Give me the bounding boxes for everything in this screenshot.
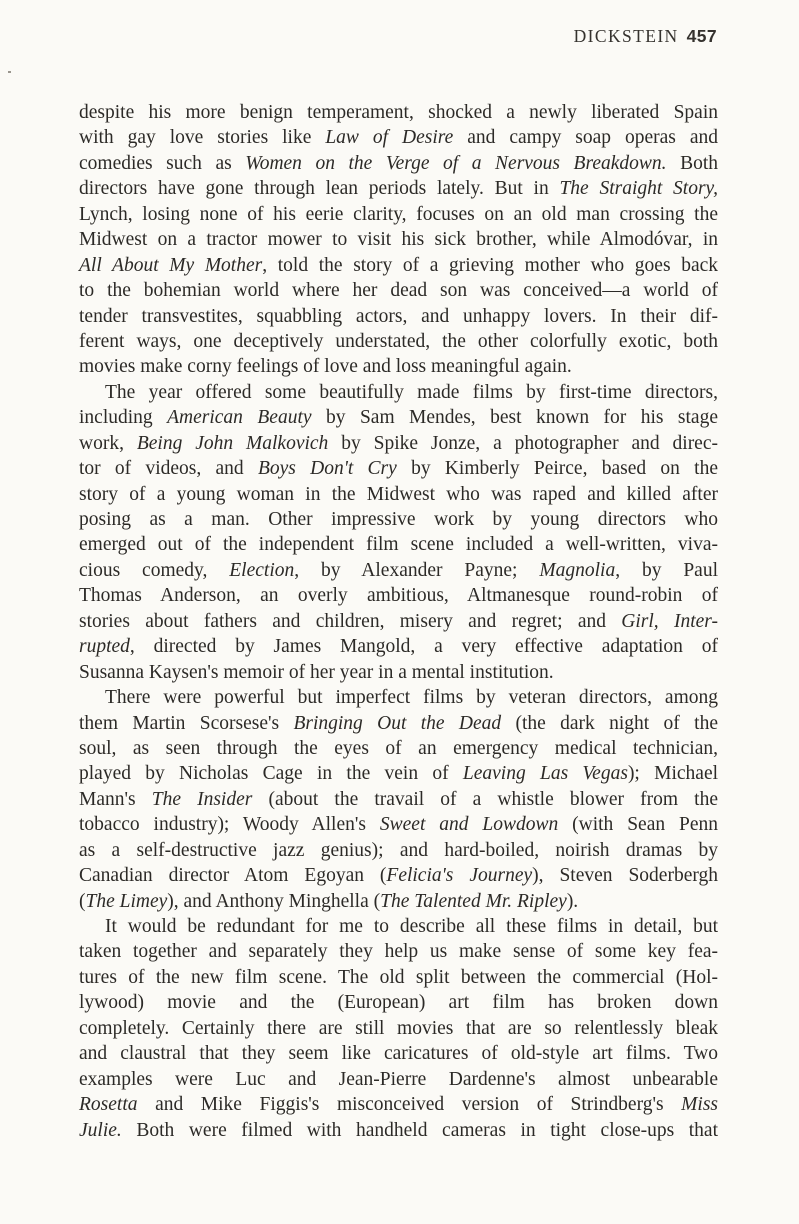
text-run: It would be redundant for me to describe all these films in detail, but — [105, 916, 718, 937]
margin-mark — [8, 71, 11, 73]
text-line — [79, 405, 718, 430]
text-run: by Spike Jonze, a photographer and direc- — [328, 432, 718, 454]
text-run: Mann's — [79, 788, 152, 810]
italic-title: Felicia's Journey — [386, 865, 533, 887]
text-run: tures of the new film scene. The old split between the commercial (Hol- — [79, 966, 718, 988]
text-line — [79, 761, 718, 786]
italic-title: rupted — [79, 636, 130, 658]
text-run: tender transvestites, squabbling actors, and unhappy lovers. In their dif- — [79, 305, 718, 327]
text-run: There were powerful but imperfect films by veteran directors, among — [105, 687, 718, 709]
text-run: and claustral that they seem like caricatures of old-style art films. Two — [79, 1043, 718, 1065]
italic-title: Miss — [681, 1094, 718, 1116]
text-line — [79, 431, 718, 456]
text-run: , directed by James Mangold, a very effective adaptation of — [129, 636, 718, 658]
text-run: by Sam Mendes, best known for his stage — [311, 407, 718, 429]
page-number: 457 — [686, 26, 717, 46]
text-run: The year offered some beautifully made films by first-time directors, — [105, 381, 718, 403]
text-line — [79, 100, 718, 125]
text-line — [79, 583, 718, 608]
text-run: cious comedy, — [79, 559, 230, 581]
body-text — [79, 100, 718, 1143]
text-line — [79, 278, 718, 303]
text-run: work, — [79, 432, 137, 454]
italic-title: All About My Mother — [79, 254, 263, 276]
text-line — [79, 125, 718, 150]
italic-title: Magnolia — [539, 559, 616, 581]
text-run: with gay love stories like — [79, 127, 326, 149]
italic-title: Boys Don't Cry — [257, 458, 397, 480]
text-run: tor of videos, and — [79, 458, 258, 480]
text-run: soul, as seen through the eyes of an emergency medical technician, — [79, 737, 718, 759]
text-line — [79, 990, 718, 1015]
italic-title: Being John Malkovich — [136, 432, 329, 454]
text-line — [79, 685, 718, 710]
text-line — [79, 304, 718, 329]
text-run: comedies such as — [79, 152, 246, 174]
italic-title: The Straight Story, — [559, 178, 718, 200]
text-run: Susanna Kaysen's memoir of her year in a mental institution. — [79, 661, 554, 683]
running-head-author: DICKSTEIN — [573, 26, 679, 46]
text-run: examples were Luc and Jean-Pierre Dardenne's almost unbearable — [79, 1068, 718, 1090]
italic-title: The Limey — [85, 890, 168, 912]
text-line — [79, 176, 718, 201]
italic-title: The Talented Mr. Ripley — [380, 890, 567, 912]
italic-title: The Insider — [151, 788, 253, 810]
text-run: played by Nicholas Cage in the vein of — [79, 763, 463, 785]
italic-title: Leaving Las Vegas — [462, 763, 628, 785]
text-run: including — [79, 407, 168, 429]
text-run: posing as a man. Other impressive work by young directors who — [79, 509, 718, 530]
text-line — [79, 227, 718, 252]
italic-title: Sweet and Lowdown — [379, 814, 559, 836]
text-line — [79, 1118, 718, 1143]
text-line — [79, 838, 718, 863]
running-head — [574, 26, 717, 47]
text-run: and campy soap operas and — [453, 127, 718, 149]
text-run: ), and Anthony Minghella ( — [167, 890, 381, 912]
text-run: ferent ways, one deceptively understated, the other colorfully exotic, both — [79, 330, 718, 352]
text-run: (the dark night of the — [501, 712, 718, 734]
text-run: ), Steven Soderbergh — [532, 865, 718, 887]
text-line — [79, 863, 718, 888]
text-run: ). — [566, 890, 579, 912]
text-line — [79, 889, 718, 914]
text-line — [79, 711, 718, 736]
text-run: completely. Certainly there are still movies that are so relentlessly bleak — [79, 1017, 718, 1039]
italic-title: Women on the Verge of a Nervous Breakdown. — [245, 152, 667, 174]
text-line — [79, 532, 718, 557]
text-run: them Martin Scorsese's — [79, 712, 294, 734]
text-run: Thomas Anderson, an overly ambitious, Altmanesque round-robin of — [79, 585, 718, 607]
text-line — [79, 456, 718, 481]
text-run: by Kimberly Peirce, based on the — [396, 458, 718, 480]
text-line — [79, 329, 718, 354]
italic-title: American Beauty — [167, 407, 312, 429]
text-run: lywood) movie and the (European) art film has broken down — [79, 992, 718, 1014]
text-run: as a self-destructive jazz genius); and hard-boiled, noirish dramas by — [79, 839, 718, 861]
text-line — [79, 914, 718, 939]
text-run: directors have gone through lean periods lately. But in — [79, 178, 560, 200]
italic-title: Julie. — [79, 1119, 122, 1141]
text-run: stories about fathers and children, misery and regret; and — [79, 610, 622, 632]
text-line — [79, 1067, 718, 1092]
text-line — [79, 354, 718, 379]
italic-title: Election — [229, 559, 295, 581]
text-line — [79, 507, 718, 532]
text-run: emerged out of the independent film scene included a well-written, viva- — [79, 534, 718, 556]
text-line — [79, 1016, 718, 1041]
text-run: , by Paul — [615, 559, 719, 581]
text-run: Both were filmed with handheld cameras in tight close-ups that — [121, 1119, 718, 1141]
text-run: Canadian director Atom Egoyan ( — [79, 865, 387, 887]
text-run: tobacco industry); Woody Allen's — [79, 814, 380, 836]
text-run: (about the travail of a whistle blower from the — [252, 788, 718, 810]
text-line — [79, 482, 718, 507]
text-line — [79, 660, 718, 685]
italic-title: Law of Desire — [325, 127, 454, 149]
text-line — [79, 1041, 718, 1066]
text-run: ( — [79, 890, 86, 912]
text-line — [79, 558, 718, 583]
text-run: , told the story of a grieving mother who goes back — [262, 254, 718, 276]
text-run: Midwest on a tractor mower to visit his sick brother, while Almodóvar, in — [79, 229, 718, 251]
text-line — [79, 202, 718, 227]
italic-title: Rosetta — [79, 1094, 138, 1116]
text-line — [79, 736, 718, 761]
text-run: (with Sean Penn — [558, 814, 718, 836]
text-run: to the bohemian world where her dead son was conceived—a world of — [79, 280, 718, 302]
text-line — [79, 151, 718, 176]
italic-title: Bringing Out the Dead — [293, 712, 502, 734]
text-run: story of a young woman in the Midwest who was raped and killed after — [79, 483, 718, 505]
text-line — [79, 939, 718, 964]
text-run: Both — [666, 152, 718, 174]
text-line — [79, 1092, 718, 1117]
text-run: despite his more benign temperament, shocked a newly liberated Spain — [79, 102, 718, 123]
text-run: Lynch, losing none of his eerie clarity, focuses on an old man crossing the — [79, 203, 718, 225]
text-run: and Mike Figgis's misconceived version of Strindberg's — [137, 1094, 682, 1116]
text-line — [79, 634, 718, 659]
italic-title: Girl, Inter- — [621, 610, 718, 632]
text-line — [79, 253, 718, 278]
text-line — [79, 965, 718, 990]
text-line — [79, 380, 718, 405]
text-run: taken together and separately they help us make sense of some key fea- — [79, 941, 718, 963]
text-line — [79, 609, 718, 634]
text-run: ); Michael — [627, 763, 719, 785]
text-run: , by Alexander Payne; — [294, 559, 540, 581]
text-run: movies make corny feelings of love and loss meaningful again. — [79, 356, 572, 378]
text-line — [79, 787, 718, 812]
text-line — [79, 812, 718, 837]
